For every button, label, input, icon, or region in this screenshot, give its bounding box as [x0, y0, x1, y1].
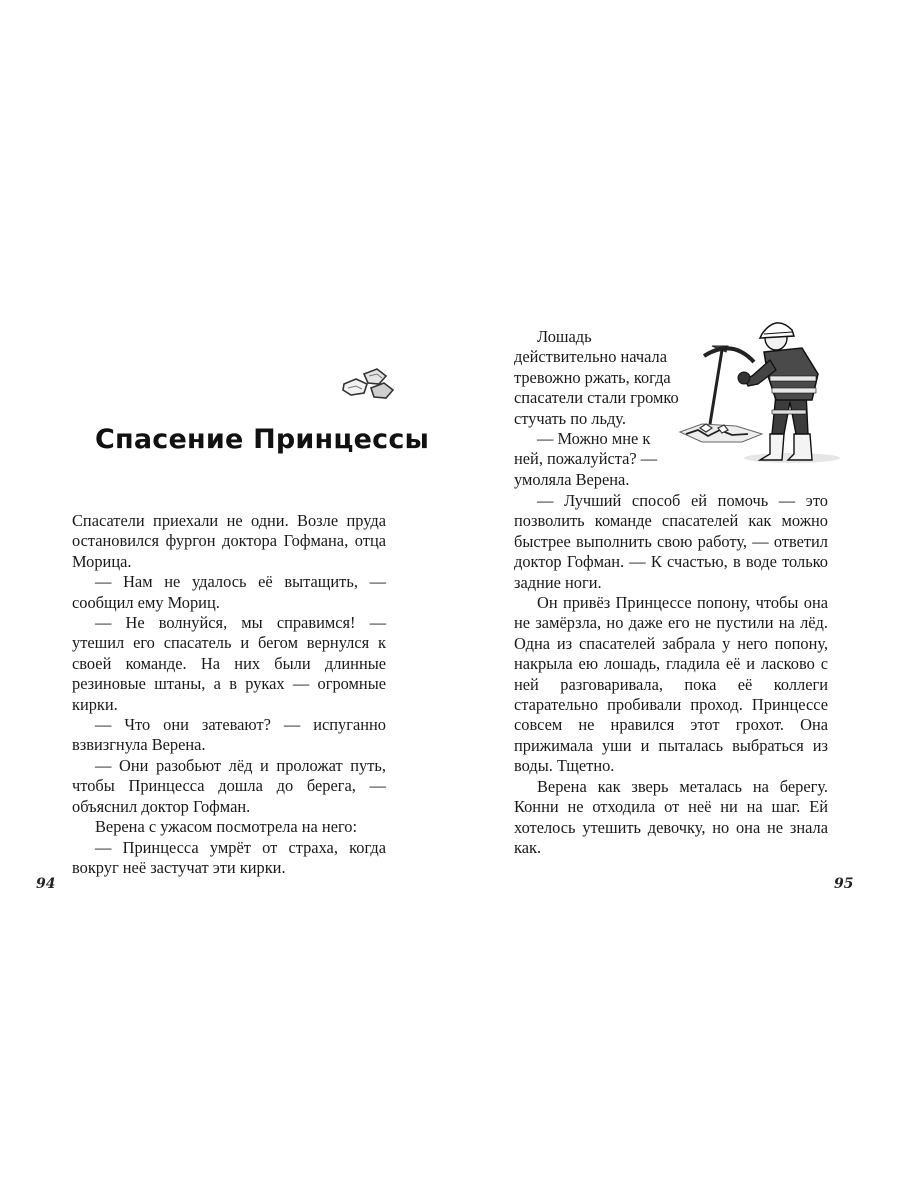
right-top-text: [514, 327, 680, 490]
chapter-title: Спасение Принцессы: [95, 424, 430, 455]
paragraph: — Не волнуйся, мы справимся! — утешил его спасатель и бегом вернулся к своей команде. На них были длинные резиновые штаны, а в руках — огромные кирки.: [72, 613, 386, 714]
ice-chunks-icon: [340, 362, 396, 402]
paragraph: Он привёз Принцессе попону, чтобы она не замёрзла, но даже его не пустили на лёд. Одна из спасателей забрала у него попону, накрыла ею лошадь, гладила её и ласково с ней разговаривала, пока её коллеги старательно пробивали проход. Принцессе совсем не нравился этот грохот. Она прижимала уши и пыталась выбраться из воды. Тщетно.: [514, 593, 828, 776]
paragraph: — Что они затевают? — испуганно взвизгнула Верена.: [72, 715, 386, 755]
paragraph: Спасатели приехали не одни. Возле пруда остановился фургон доктора Гофмана, отца Морица.: [72, 511, 386, 571]
paragraph: — Они разобьют лёд и проложат путь, чтобы Принцесса дошла до берега, — объяснил доктор Гофман.: [72, 755, 386, 816]
page-number-left: 94: [36, 876, 56, 892]
paragraph: Верена как зверь металась на берегу. Конни не отходила от неё ни на шаг. Ей хотелось утешить девочку, но она не знала как.: [514, 776, 828, 857]
page-number-right: 95: [834, 876, 854, 892]
paragraph: — Принцесса умрёт от страха, когда вокруг неё застучат эти кирки.: [72, 837, 386, 877]
paragraph: — Лучший способ ей помочь — это позволить команде спасателей как можно быстрее выполнить свою работу, — ответил доктор Гофман. — К счастью, в воде только задние ноги.: [514, 491, 828, 592]
paragraph: Верена с ужасом посмотрела на него:: [95, 817, 358, 837]
paragraph: — Можно мне к ней, пожалуйста? — умоляла Верена.: [514, 429, 658, 489]
right-body-text: [514, 491, 828, 858]
left-body-text: [72, 511, 386, 878]
paragraph: — Нам не удалось её вытащить, — сообщил ему Мориц.: [72, 572, 386, 612]
paragraph: Лошадь действительно начала тревожно ржать, когда спасатели стали громко стучать по льду.: [514, 327, 679, 428]
rescuer-with-pickaxe-illustration: [672, 316, 840, 466]
